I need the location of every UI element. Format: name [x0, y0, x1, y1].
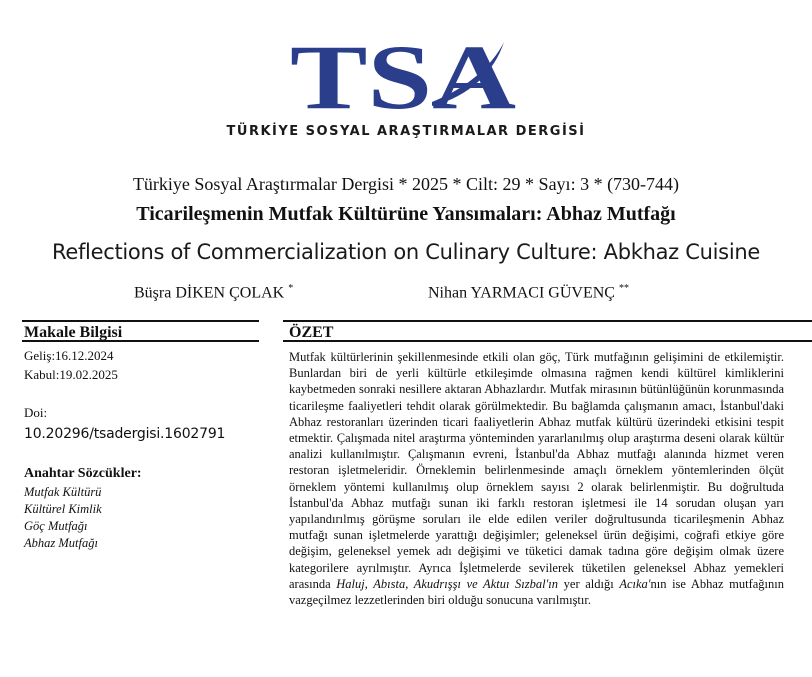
- article-title-turkish: Ticarileşmenin Mutfak Kültürüne Yansımaları: Abhaz Mutfağı: [136, 203, 676, 225]
- keyword: Abhaz Mutfağı: [24, 536, 98, 550]
- author-1: [134, 283, 293, 302]
- received-date: Geliş:16.12.2024: [24, 348, 114, 363]
- abstract-text: Mutfak kültürlerinin şekillenmesinde etkili olan göç, Türk mutfağının gelişimini de etkilemiştir. Bunlardan biri de yerli kültürle etkileşimde olmasına rağmen kendi kültürel kimliklerini kaybetmeden sonraki nesillere aktaran Abhazlardır. Mutfak mirasının bütünlüğünün korunmasında ticarileşme faaliyetleri tehdit olarak görülmektedir. Bu bağlamda çalışmanın amacı, İstanbul'daki Abhaz restoranları üzerinden ticari faaliyetlerin Abhaz mutfak kültürü üzerindeki etkisini tespit etmektir. Çalışmada nitel araştırma yönteminden yararlanılmış olup araştırma deseni olarak kültür analizi kullanılmıştır. Çalışmanın evreni, İstanbul'da Abhaz mutfağı alanında hizmet veren restoran işletmeleridir. Örneklemin belirlenmesinde amaçlı örneklem yöntemlerinden ölçüt örneklem yöntemi kullanılmış olup örneklem sayısı 2 olarak belirlenmiştir. Bu doğrultuda İstanbul'da Abhaz mutfağı sunan iki farklı restoran işletmesi ile 14 sorudan oluşan yarı yapılandırılmış görüşme soruları ile elde edilen veriler doğrultusunda ticarileşmenin Abhaz mutfağı sunan işletmelerde yarattığı değişimler; geleneksel ürün değişimi, coğrafi etkiye göre değişim, geleneksel yemek adı değişimi ve tüketici damak tadına göre değişim olmak üzere kategorilere ayrılmıştır. Ayrıca İşletmelerde sevilerek tüketilen geleneksel Abhaz yemekleri arasında: [289, 350, 784, 591]
- author-name: Büşra DİKEN ÇOLAK: [134, 284, 285, 302]
- logo-text: TSA: [290, 36, 516, 128]
- article-title-english: Reflections of Commercialization on Culinary Culture: Abkhaz Cuisine: [52, 240, 760, 264]
- journal-citation: Türkiye Sosyal Araştırmalar Dergisi * 2025 * Cilt: 29 * Sayı: 3 * (730-744): [132, 174, 680, 194]
- abstract-italic-acika: Acıka': [619, 576, 651, 591]
- abstract-text: yer aldığı: [558, 576, 620, 591]
- abstract-italic-dishes: Haluj, Abısta, Akudrışşı ve Aktuı Sızbal'ın: [336, 576, 559, 591]
- author-footnote-mark: **: [618, 283, 629, 294]
- abstract-body: [289, 349, 784, 608]
- keyword: Mutfak Kültürü: [24, 485, 102, 499]
- abstract-text: nın ise Abhaz mutfağının vazgeçilmez lezzetlerinden biri olduğu sonucuna varılmıştır.: [289, 576, 784, 608]
- journal-name-banner: TÜRKİYE SOSYAL ARAŞTIRMALAR DERGİSİ: [226, 124, 586, 139]
- author-2: [428, 283, 629, 302]
- author-name: Nihan YARMACI GÜVENÇ: [428, 284, 615, 302]
- article-info-heading: Makale Bilgisi: [22, 320, 259, 342]
- keyword: Kültürel Kimlik: [24, 502, 102, 516]
- doi-label: Doi:: [24, 405, 48, 420]
- accepted-date: Kabul:19.02.2025: [24, 367, 118, 382]
- doi-link[interactable]: 10.20296/tsadergisi.1602791: [24, 426, 226, 442]
- keywords-heading: Anahtar Sözcükler:: [24, 466, 142, 481]
- keyword: Göç Mutfağı: [24, 519, 88, 533]
- abstract-heading: ÖZET: [283, 320, 812, 342]
- author-footnote-mark: *: [288, 283, 294, 294]
